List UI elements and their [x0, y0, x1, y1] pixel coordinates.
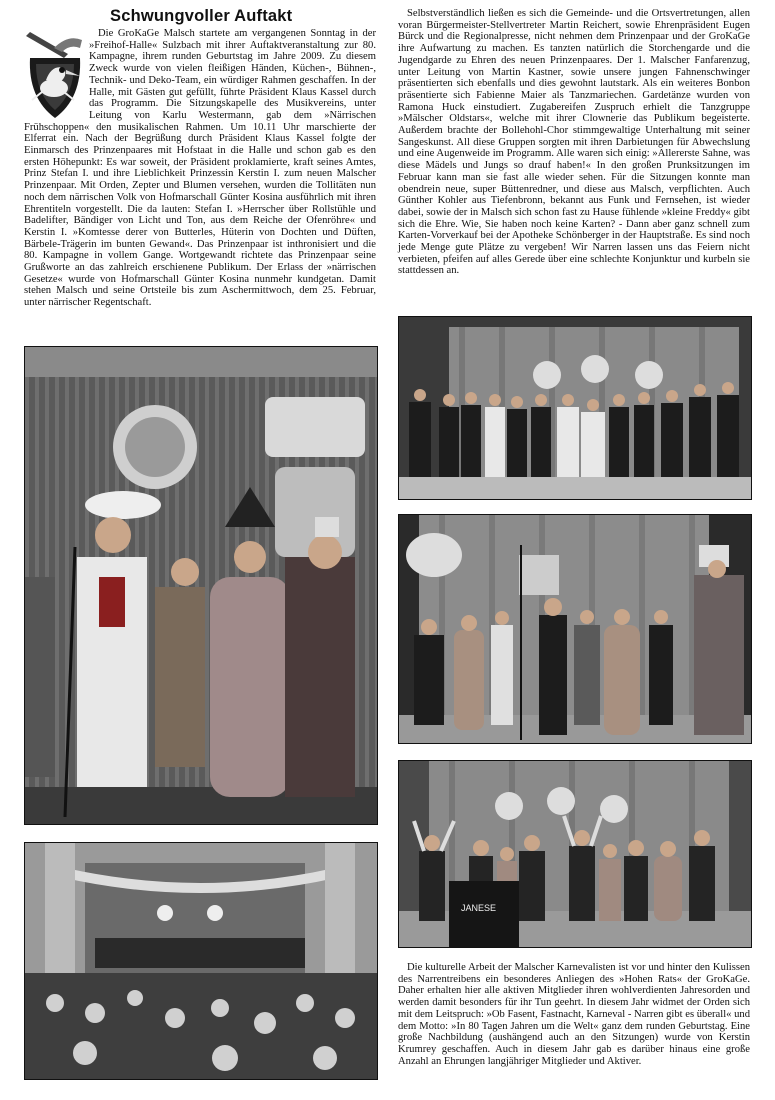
article-title: Schwungvoller Auftakt	[110, 7, 293, 25]
photo-stage-guests	[398, 514, 752, 744]
photo-elferrat-lineup	[398, 316, 752, 500]
column-1-text: Die GroKaGe Malsch startete am vergangenen Sonntag in der »Freihof-Halle« Sulzbach mit ihrer Auftaktveranstaltung zur 80. Kampagne, ihrem runden Geburtstag im Jahre 2009. Zu diesem Zweck wurde von vielen fleißigen Händen, Küchen-, Bühnen-, Technik- und Deko-Team, ein würdiger Rahmen geschaffen. In der Halle, mit Gästen gut gefüllt, führte Präsident Klaus Kassel durch das Programm. Die Sitzungskapelle des Musikvereins, unter Leitung von Karlu Westermann, gab dem »Närrischen Frühschoppen« den musikalischen Rahmen. Um 10.11 Uhr marschierte der Elferrat ein. Nach der Begrüßung durch Präsident Klaus Kassel folgte der Einmarsch des Prinzenpaares mit Hofstaat in die Halle und schon gab es den ersten Höhepunkt: Es war soweit, der Präsident proklamierte, kraft seines Amtes, Prinz Stefan I. und ihre Lieblichkeit Prinzessin Kerstin I. zum neuen Malscher Prinzenpaar. Mit Orden, Zepter und Blumen versehen, wurden die Tollitäten nun noch dem närrischen Volk von Hofmarschall Günter Kosina ausführlich mit ihren Ehrentiteln vorgestellt. Die da lauten: Stefan I. »Herrscher über Rollstühle und Badelifter, Bändiger von Licht und Ton, aus dem Reiche der Ofenröhre« und Kerstin I. »Komtesse derer von Butterles, Hüterin von Dochten und Düften, Bärbele-Trägerin im bunten Gewand«. Das Prinzenpaar ist inthronisiert und die 80. Kampagne in vollem Gange. Wortgewandt richtete das Prinzenpaar seine Grußworte an das zahlreich erschienene Publikum. Der Erlass der »närrischen Gesetze« wurde von Hofmarschall Günter Kosina nunmehr kundgetan. Damit stehen Malsch und seine Ortsteile bis zum Aschermittwoch, dem 25. Februar, unter närrischer Regentschaft.	[24, 28, 376, 309]
photo-prince-couple	[24, 346, 378, 825]
shirt-print-text: JANESE	[461, 903, 497, 913]
article-column-1	[24, 28, 376, 309]
column-2-text: Selbstverständlich ließen es sich die Gemeinde- und die Ortsvertretungen, allen voran Bürgermeister-Stellvertreter Martin Reichert, sowie Ehrenpräsident Eugen Bürck und die Regionalpresse, nicht nehmen dem Prinzenpaar und der GroKaGe ihre Aufwartung zu machen. Es tanzten natürlich die Storchengarde und die Jugendgarde zu Ehren des neuen Prinzenpaares. Der 1. Malscher Fanfarenzug, unter Leitung von Martin Kastner, sowie unsere jungen Fahnenschwinger präsentierten sich ebenfalls und dies gewohnt lautstark. Als ein weiteres Bonbon präsentierte sich Fabienne Maier als Tanzmariechen. Gardetänze wurden von Ramona Huck einstudiert. Zugabereifen Zuspruch erhielt die Tanzgruppe »Mälscher Oldstars«, welche mit ihrer Clownerie das Publikum begeisterte. Außerdem brachte der Bollehohl-Chor stimmgewaltige Unterhaltung mit seiner Sangeskunst. All diese Gruppen sorgten mit ihren Darbietungen für Abwechslung und eine Augenweide im Programm. Alle waren sich einig: »Allererste Sahne, was diese Mädels und Jungs so drauf haben!« In den großen Prunksitzungen im Februar kann man sie fast alle wieder sehen. Für die Sitzungen konnte man obendrein neue, super Büttenredner, und diese aus Malsch, verpflichten. Auch Günther Kohler aus Tiefenbronn, bekannt aus Funk und Fernsehen, ist wieder dabei, sowie der in Malsch sich schon fast zu Hause fühlende »kleine Freddy« gibt sich die Ehre. Wie, Sie haben noch keine Karten? - Dann aber ganz schnell zum Karten-Vorverkauf bei der Apotheke Schönberger in der Hauptstraße. Es sind noch jede Menge gute Plätze zu vergeben! Wir Narren lassen uns das Feiern nicht verbieten, pfeifen auf alles Gerede über eine schlechte Konjunktur und kurbeln sie stattdessen an.	[398, 8, 750, 277]
photo-dance-group	[398, 760, 752, 948]
photo-hall-audience	[24, 842, 378, 1080]
column-3-text: Die kulturelle Arbeit der Malscher Karnevalisten ist vor und hinter den Kulissen des Narrentreibens ein besonderes Anliegen des »Hohen Rats« der GroKaGe. Daher erhalten hier alle aktiven Mitglieder ihren wohlverdienten Jahresorden und werden damit besonders für ihr Tun geehrt. In diesem Jahr widmet der Orden sich mit dem Leitspruch: »Ob Fasent, Fastnacht, Karneval - Narren gibt es überall« und dem Motto: »In 80 Tagen Jahren um die Welt« ganz dem runden Geburtstag. Eine große Nachbildung (aushängend auch an den Sitzungen) wurde von Kerstin Krumrey geschaffen. Auch in diesem Jahr gab es darüber hinaus eine große Anzahl an Ehrungen langjähriger Mitglieder und Aktiver.	[398, 962, 750, 1067]
article-column-3	[398, 962, 750, 1067]
article-column-2	[398, 8, 750, 277]
